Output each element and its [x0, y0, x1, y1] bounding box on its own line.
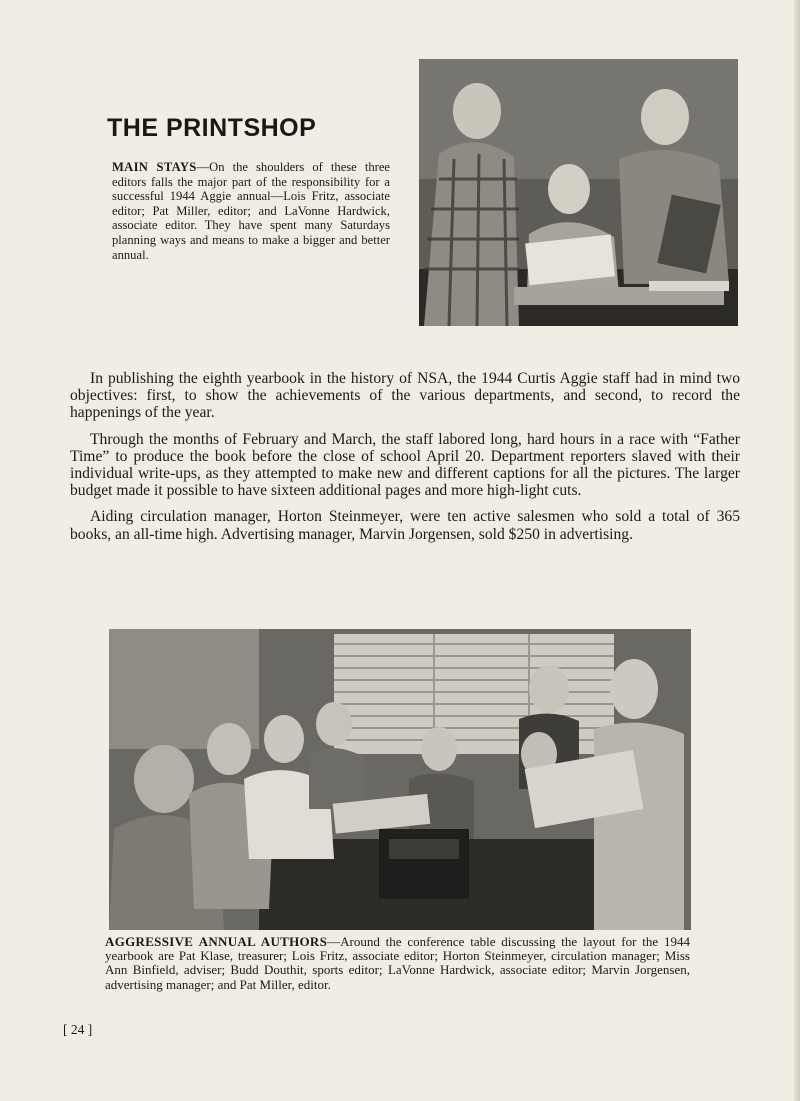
bottom-photo-caption: [105, 935, 690, 992]
top-caption-lead: MAIN STAYS: [112, 160, 197, 174]
staff-meeting-photo: [109, 629, 691, 930]
body-paragraph: Aiding circulation manager, Horton Steinmeyer, were ten active salesmen who sold a total of 365 books, an all-time high. Advertising manager, Marvin Jorgensen, sold $250 in advertising.: [70, 508, 740, 543]
page-edge: [794, 0, 800, 1101]
top-caption-text: —On the shoulders of these three editors falls the major part of the responsibility for a successful 1944 Aggie annual—Lois Fritz, associate editor; Pat Miller, editor; and LaVonne Hardwick, associate editor. They have spent many Saturdays planning ways and means to make a bigger and better annual.: [112, 160, 390, 262]
body-paragraph: In publishing the eighth yearbook in the history of NSA, the 1944 Curtis Aggie staff had in mind two objectives: first, to show the achievements of the various departments, and second, to record the happenings of the year.: [70, 370, 740, 422]
bottom-caption-text: —Around the conference table discussing the layout for the 1944 yearbook are Pat Klase, treasurer; Lois Fritz, associate editor; Horton Steinmeyer, circulation manager; Miss Ann Binfield, adviser; Budd Douthit, sports editor; LaVonne Hardwick, associate editor; Marvin Jorgensen, advertising manager; and Pat Miller, editor.: [105, 934, 690, 992]
body-paragraph: Through the months of February and March, the staff labored long, hard hours in a race with “Father Time” to produce the book before the close of school April 20. Department reporters slaved with their individual write-ups, as they attempted to make new and different captions for all the pictures. The larger budget made it possible to have sixteen additional pages and more high-light cuts.: [70, 430, 740, 500]
page-number: [ 24 ]: [63, 1022, 93, 1037]
top-photo-caption: [112, 160, 390, 262]
editors-photo: [419, 59, 738, 326]
bottom-caption-lead: AGGRESSIVE ANNUAL AUTHORS: [105, 934, 328, 949]
page-title: THE PRINTSHOP: [107, 114, 317, 142]
article-body: [70, 370, 740, 552]
